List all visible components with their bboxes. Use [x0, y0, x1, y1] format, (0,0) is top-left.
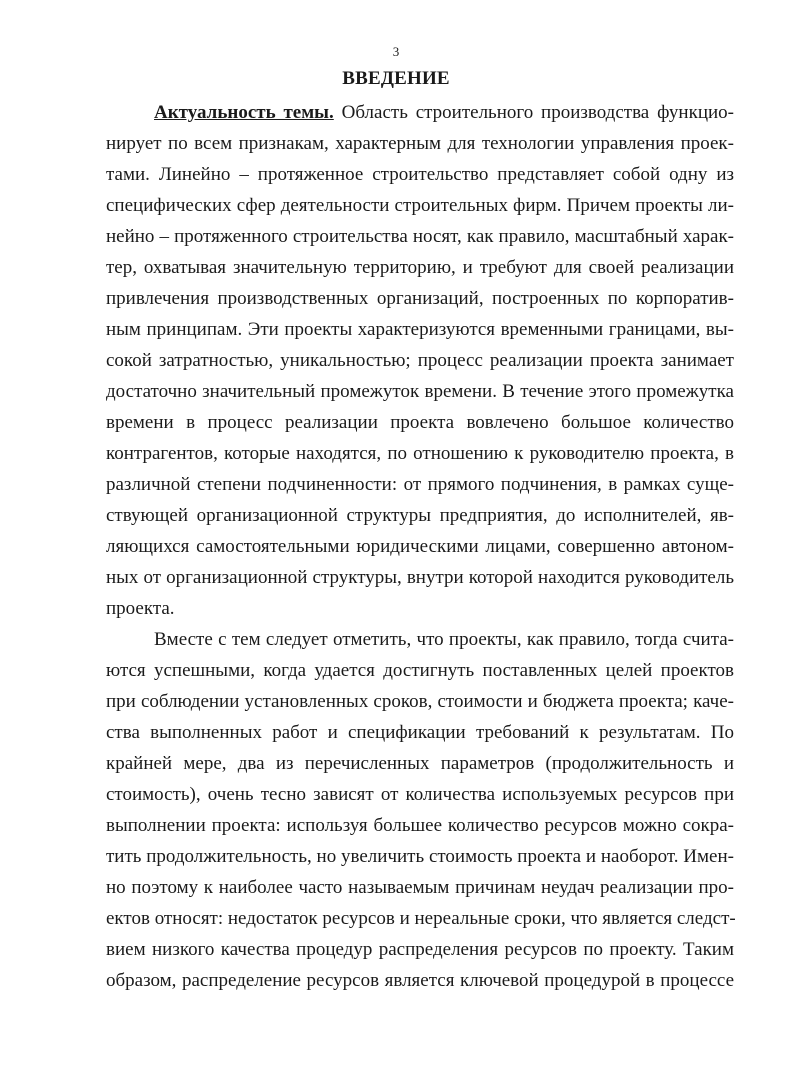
paragraph-line: контрагентов, которые находятся, по отношению к руководителю проекта, в: [106, 443, 734, 464]
paragraph-line: привлечения производственных организаций, построенных по корпоратив-: [106, 288, 734, 309]
paragraph-line: проекта.: [106, 598, 175, 619]
paragraph-topic-relevance: [106, 97, 734, 624]
paragraph-line: образом, распределение ресурсов является ключевой процедурой в процессе: [106, 970, 734, 991]
paragraph-line: тер, охватывая значительную территорию, и требуют для своей реализации: [106, 257, 734, 278]
line-text: Область строительного производства функцио-: [341, 102, 734, 123]
paragraph-line: крайней мере, два из перечисленных параметров (продолжительность и: [106, 753, 734, 774]
paragraph-line: нирует по всем признакам, характерным для технологии управления проек-: [106, 133, 734, 154]
paragraph-line: выполнении проекта: используя большее количество ресурсов можно сокра-: [106, 815, 734, 836]
paragraph-line: стоимость), очень тесно зависят от количества используемых ресурсов при: [106, 784, 734, 805]
paragraph-line: тить продолжительность, но увеличить стоимость проекта и наоборот. Имен-: [106, 846, 734, 867]
paragraph-line: Вместе с тем следует отметить, что проекты, как правило, тогда счита-: [154, 629, 734, 650]
paragraph-line: при соблюдении установленных сроков, стоимости и бюджета проекта; каче-: [106, 691, 734, 712]
paragraph-line: [106, 97, 734, 128]
paragraph-line: ляющихся самостоятельными юридическими лицами, совершенно автоном-: [106, 536, 734, 557]
section-lead-heading: Актуальность темы.: [154, 102, 334, 123]
paragraph-line: ства выполненных работ и спецификации требований к результатам. По: [106, 722, 734, 743]
page-number: 3: [392, 44, 400, 59]
paragraph-line: но поэтому к наиболее часто называемым причинам неудач реализации про-: [106, 877, 734, 898]
paragraph-line: различной степени подчиненности: от прямого подчинения, в рамках суще-: [106, 474, 734, 495]
paragraph-line: сокой затратностью, уникальностью; процесс реализации проекта занимает: [106, 350, 734, 371]
paragraph-line: специфических сфер деятельности строительных фирм. Причем проекты ли-: [106, 195, 734, 216]
paragraph-line: тами. Линейно – протяженное строительство представляет собой одну из: [106, 164, 734, 185]
paragraph-line: вием низкого качества процедур распределения ресурсов по проекту. Таким: [106, 939, 734, 960]
paragraph-line: ются успешными, когда удается достигнуть поставленных целей проектов: [106, 660, 734, 681]
paragraph-line: ных от организационной структуры, внутри которой находится руководитель: [106, 567, 734, 588]
paragraph-line: ектов относят: недостаток ресурсов и нереальные сроки, что является следст-: [106, 908, 736, 929]
paragraph-line: достаточно значительный промежуток времени. В течение этого промежутка: [106, 381, 734, 402]
page-title: ВВЕДЕНИЕ: [342, 68, 450, 89]
paragraph-line: нейно – протяженного строительства носят, как правило, масштабный харак-: [106, 226, 734, 247]
paragraph-line: ным принципам. Эти проекты характеризуются временными границами, вы-: [106, 319, 734, 340]
paragraph-project-success: [106, 624, 734, 996]
paragraph-line: времени в процесс реализации проекта вовлечено большое количество: [106, 412, 734, 433]
paragraph-line: ствующей организационной структуры предприятия, до исполнителей, яв-: [106, 505, 734, 526]
